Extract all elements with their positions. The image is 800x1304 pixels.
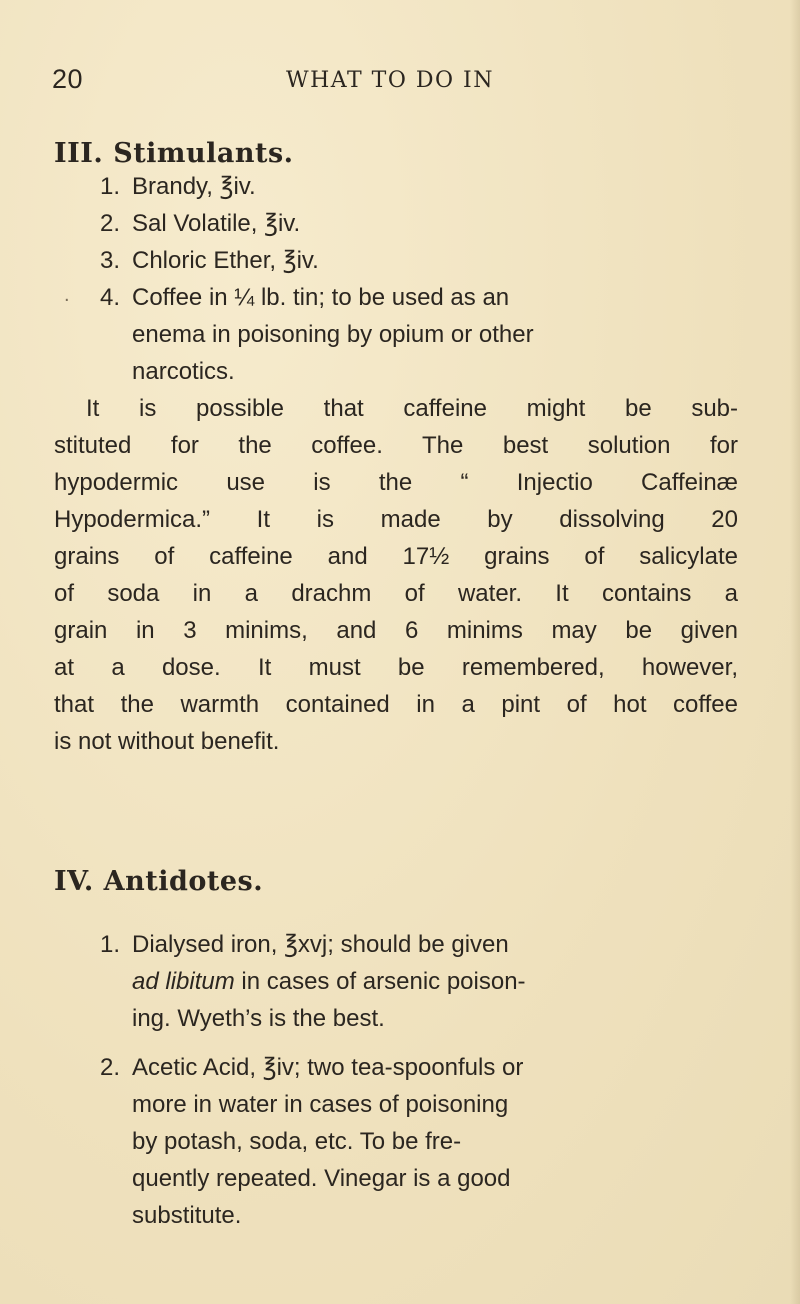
italic-phrase: ad libitum <box>132 968 235 995</box>
paragraph-line: stituted for the coffee. The best solution for <box>54 432 738 459</box>
list-item <box>100 1049 523 1086</box>
item-text-continued: ad libitum in cases of arsenic poison- <box>132 968 526 995</box>
item-number: 2. <box>100 210 121 237</box>
item-text: Sal Volatile, ℥iv. <box>132 210 301 237</box>
item-text-continued: narcotics. <box>132 358 235 385</box>
item-text: Dialysed iron, ℥xvj; should be given <box>132 931 509 958</box>
item-text-continued: enema in poisoning by opium or other <box>132 321 534 348</box>
paragraph-line: Hypodermica.” It is made by dissolving 20 <box>54 506 738 533</box>
item-number: 1. <box>100 173 121 200</box>
list-item <box>100 242 319 279</box>
item-text-continued: substitute. <box>132 1202 242 1229</box>
item-number: 4. <box>100 284 121 311</box>
list-item <box>100 168 256 205</box>
paragraph-line: is not without benefit. <box>54 728 280 755</box>
paragraph-line: It is possible that caffeine might be sub- <box>86 395 738 422</box>
item-number: 3. <box>100 247 121 274</box>
item-text-continued: quently repeated. Vinegar is a good <box>132 1165 511 1192</box>
running-head <box>0 64 800 100</box>
item-number: 1. <box>100 931 121 958</box>
paragraph-line: grain in 3 minims, and 6 minims may be given <box>54 617 738 644</box>
item-text: Chloric Ether, ℥iv. <box>132 247 319 274</box>
item-number: 2. <box>100 1054 121 1081</box>
item-text: Coffee in ¼ lb. tin; to be used as an <box>132 284 510 311</box>
list-item <box>100 926 509 963</box>
margin-mark: . <box>64 284 70 306</box>
list-item <box>100 205 300 242</box>
item-text-continued: more in water in cases of poisoning <box>132 1091 509 1118</box>
running-head-title: WHAT TO DO IN <box>286 68 494 93</box>
paragraph-line: at a dose. It must be remembered, however, <box>54 654 738 681</box>
item-text-continued: by potash, soda, etc. To be fre- <box>132 1128 462 1155</box>
item-text-continued: ing. Wyeth’s is the best. <box>132 1005 385 1032</box>
page-edge-shadow <box>790 0 800 1304</box>
list-item <box>100 279 509 316</box>
paragraph-line: of soda in a drachm of water. It contains a <box>54 580 738 607</box>
paragraph-line: grains of caffeine and 17½ grains of salicylate <box>54 543 738 570</box>
paragraph-line: that the warmth contained in a pint of hot coffee <box>54 691 738 718</box>
item-text: Brandy, ℥iv. <box>132 173 256 200</box>
section-heading-stimulants: III. Stimulants. <box>54 138 294 169</box>
section-heading-antidotes: IV. Antidotes. <box>54 866 264 897</box>
paragraph-line: hypodermic use is the “ Injectio Caffeinæ <box>54 469 738 496</box>
item-text: Acetic Acid, ℥iv; two tea-spoonfuls or <box>132 1054 524 1081</box>
page-number: 20 <box>52 64 84 94</box>
